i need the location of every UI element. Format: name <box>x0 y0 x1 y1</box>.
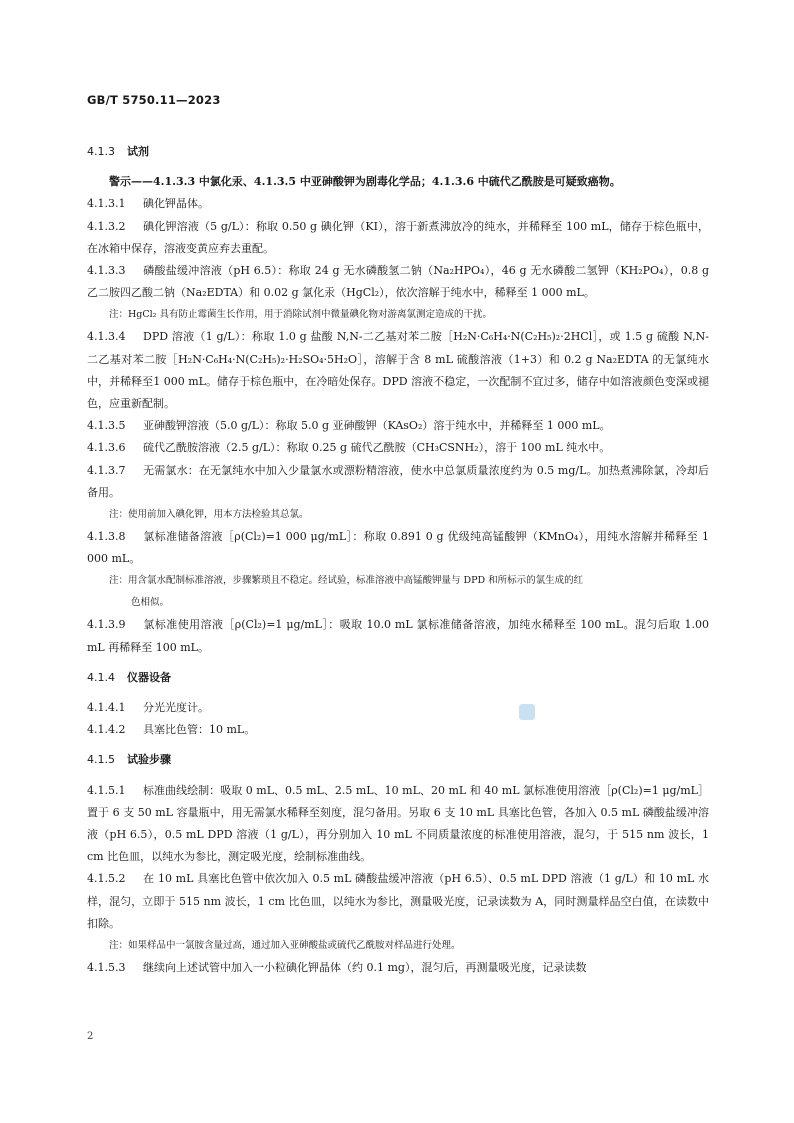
clause-4-1-5-3 <box>87 957 709 979</box>
clause-4-1-4-2 <box>87 719 709 741</box>
clause-text: 氯标准储备溶液［ρ(Cl₂)=1 000 μg/mL］：称取 0.891 0 g 优级纯高锰酸钾（KMnO₄），用纯水溶解并稀释至 1 000 mL。 <box>87 530 709 566</box>
clause-number: 4.1.3.7 <box>87 463 126 477</box>
clause-text: 亚砷酸钾溶液（5.0 g/L）：称取 5.0 g 亚砷酸钾（KAsO₂）溶于纯水中，并稀释至 1 000 mL。 <box>143 419 611 433</box>
clause-number: 4.1.3.8 <box>87 530 126 544</box>
note: 注：使用前加入碘化钾，用本方法检验其总氯。 <box>109 509 309 521</box>
clause-4-1-5-1 <box>87 780 709 869</box>
clause-text: 碘化钾晶体。 <box>143 197 209 211</box>
clause-text: 无需氯水：在无氯纯水中加入少量氯水或漂粉精溶液，使水中总氯质量浓度约为 0.5 mg/L。加热煮沸除氯，冷却后备用。 <box>87 463 709 499</box>
clause-number: 4.1.5.2 <box>87 872 126 886</box>
clause-4-1-3-2 <box>87 216 709 260</box>
clause-4-1-3-7 <box>87 460 709 504</box>
clause-number: 4.1.3.6 <box>87 441 126 455</box>
clause-text: 具塞比色管：10 mL。 <box>143 723 256 737</box>
watermark-logo <box>519 704 535 720</box>
clause-text: 标准曲线绘制：吸取 0 mL、0.5 mL、2.5 mL、10 mL、20 mL 和 40 mL 氯标准使用溶液［ρ(Cl₂)=1 μg/mL］置于 6 支 50 mL 容量瓶中，用无需氯水稀释至刻度，混匀备用。另取 6 支 10 mL 具塞比色管，各加入 0.5 mL 磷酸盐缓冲溶液（pH 6.5），0.5 mL DPD 溶液（1 g/L），再分别加入 10 mL 不同质量浓度的标准使用溶液，混匀，于 515 nm 波长，1 cm 比色皿，以纯水为参比，测定吸光度，绘制标准曲线。 <box>87 783 709 864</box>
section-heading-4-1-3 <box>87 141 709 163</box>
section-number: 4.1.3 <box>87 145 115 158</box>
page-content <box>87 141 709 979</box>
clause-text: DPD 溶液（1 g/L）：称取 1.0 g 盐酸 N,N-二乙基对苯二胺［H₂N·C₆H₄·N(C₂H₅)₂·2HCl］，或 1.5 g 硫酸 N,N-二乙基对苯二胺［H₂N·C₆H₄·N(C₂H₅)₂·H₂SO₄·5H₂O］，溶解于含 8 mL 硫酸溶液（1+3）和 0.2 g Na₂EDTA 的无氯纯水中，并稀释至1 000 mL。储存于棕色瓶中，在冷暗处保存。DPD 溶液不稳定，一次配制不宜过多，储存中如溶液颜色变深或褪色，应重新配制。 <box>87 330 709 411</box>
clause-text: 碘化钾溶液（5 g/L）：称取 0.50 g 碘化钾（KI），溶于新煮沸放冷的纯水，并稀释至 100 mL，储存于棕色瓶中，在冰箱中保存，溶液变黄应弃去重配。 <box>87 219 709 255</box>
clause-text: 氯标准使用溶液［ρ(Cl₂)=1 μg/mL］：吸取 10.0 mL 氯标准储备溶液，加纯水稀释至 100 mL。混匀后取 1.00 mL 再稀释至 100 mL。 <box>87 618 709 654</box>
clause-4-1-3-9 <box>87 614 709 658</box>
note: 注：用含氯水配制标准溶液，步骤繁琐且不稳定。经试验，标准溶液中高锰酸钾量与 DPD 和所标示的氯生成的红 <box>109 575 584 587</box>
section-title: 试剂 <box>127 145 149 158</box>
clause-number: 4.1.3.5 <box>87 419 126 433</box>
clause-4-1-3-4 <box>87 326 709 415</box>
clause-text: 继续向上述试管中加入一小粒碘化钾晶体（约 0.1 mg），混匀后，再测量吸光度，记录读数 <box>143 961 587 975</box>
clause-4-1-3-1 <box>87 193 709 215</box>
section-title: 试验步骤 <box>127 753 171 767</box>
clause-number: 4.1.3.9 <box>87 618 126 632</box>
section-number: 4.1.5 <box>87 753 115 767</box>
section-heading-4-1-4 <box>87 667 709 689</box>
clause-text: 硫代乙酰胺溶液（2.5 g/L）：称取 0.25 g 硫代乙酰胺（CH₃CSNH₂），溶于 100 mL 纯水中。 <box>143 441 611 455</box>
clause-4-1-5-2 <box>87 868 709 935</box>
clause-number: 4.1.4.2 <box>87 723 126 737</box>
clause-number: 4.1.3.2 <box>87 219 126 233</box>
section-number: 4.1.4 <box>87 670 115 684</box>
clause-4-1-3-5 <box>87 415 709 437</box>
note: 注：HgCl₂ 具有防止霉菌生长作用，用于消除试剂中微量碘化物对游离氯测定造成的干扰。 <box>109 309 493 321</box>
standard-number: GB/T 5750.11—2023 <box>87 93 221 107</box>
clause-4-1-3-6 <box>87 437 709 459</box>
warning-text: 警示——4.1.3.3 中氯化汞、4.1.3.5 中亚砷酸钾为剧毒化学品；4.1.3.6 中硫代乙酰胺是可疑致癌物。 <box>109 175 621 189</box>
note: 注：如果样品中一氯胺含量过高，通过加入亚砷酸盐或硫代乙酰胺对样品进行处理。 <box>109 940 461 952</box>
page-number: 2 <box>87 1031 94 1042</box>
section-title: 仪器设备 <box>127 670 171 684</box>
section-heading-4-1-5 <box>87 749 709 771</box>
clause-4-1-3-3 <box>87 260 709 304</box>
clause-text: 分光光度计。 <box>143 701 209 715</box>
clause-text: 在 10 mL 具塞比色管中依次加入 0.5 mL 磷酸盐缓冲溶液（pH 6.5）、0.5 mL DPD 溶液（1 g/L）和 10 mL 水样，混匀，立即于 515 nm 波长，1 cm 比色皿，以纯水为参比，测量吸光度，记录读数为 A，同时测量样品空白值，在读数中扣除。 <box>87 872 709 930</box>
clause-text: 磷酸盐缓冲溶液（pH 6.5）：称取 24 g 无水磷酸氢二钠（Na₂HPO₄），46 g 无水磷酸二氢钾（KH₂PO₄），0.8 g 乙二胺四乙酸二钠（Na₂EDTA）和 0.02 g 氯化汞（HgCl₂），依次溶解于纯水中，稀释至 1 000 mL。 <box>87 264 709 300</box>
clause-number: 4.1.5.1 <box>87 783 126 797</box>
note-continuation: 色相似。 <box>131 597 170 609</box>
clause-number: 4.1.5.3 <box>87 961 126 975</box>
clause-4-1-4-1 <box>87 697 709 719</box>
clause-number: 4.1.3.1 <box>87 197 126 211</box>
clause-4-1-3-8 <box>87 526 709 570</box>
clause-number: 4.1.3.3 <box>87 264 126 278</box>
clause-number: 4.1.3.4 <box>87 330 126 344</box>
clause-number: 4.1.4.1 <box>87 701 126 715</box>
